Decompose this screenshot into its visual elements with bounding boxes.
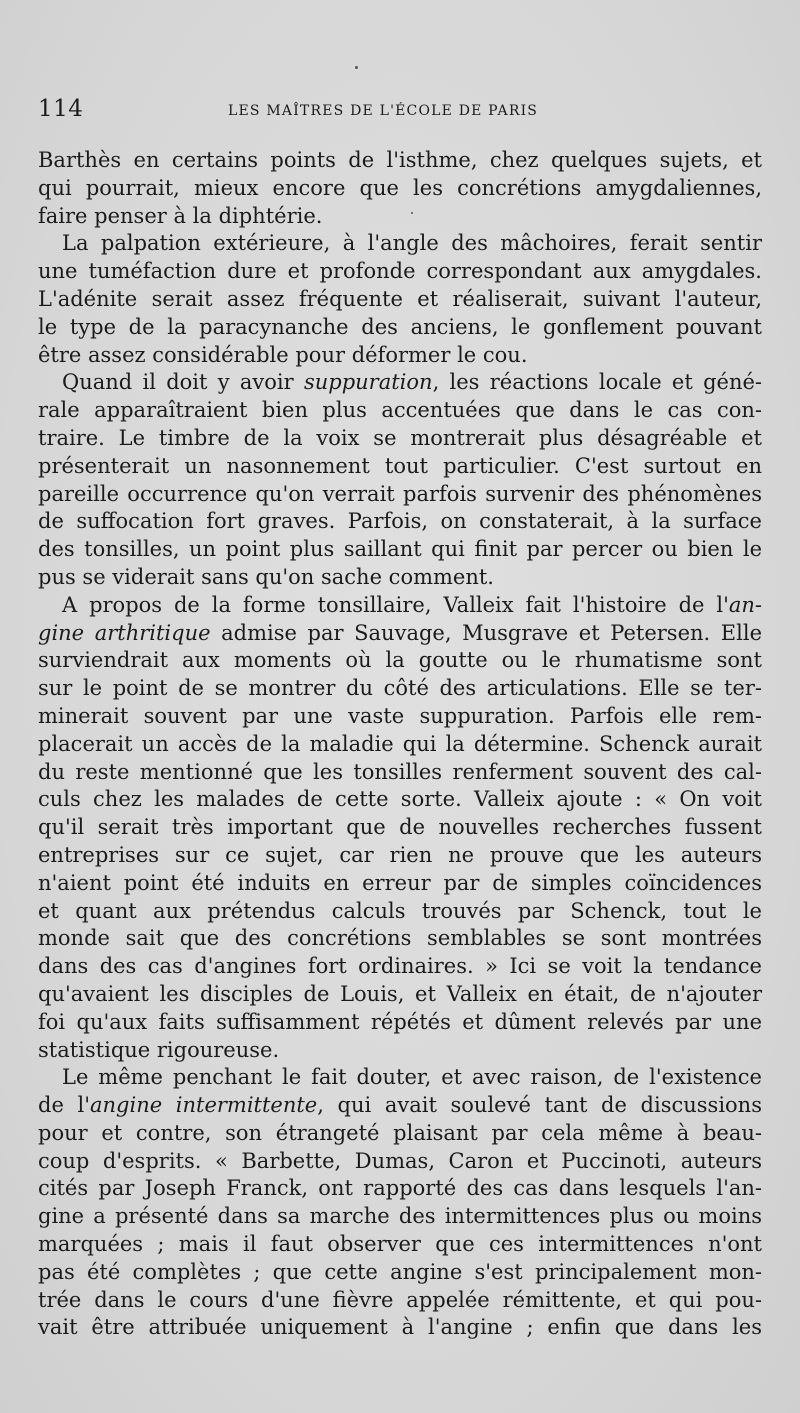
text-line: faire penser à la diphtérie. <box>38 203 323 228</box>
text-line: cités par Joseph Franck, ont rapporté des cas dans lesquels l'an- <box>38 1176 762 1201</box>
text-line: du reste mentionné que les tonsilles renferment souvent des cal- <box>38 759 762 784</box>
text-line: statistique rigoureuse. <box>38 1037 280 1062</box>
text-line: surviendrait aux moments où la goutte ou le rhumatisme sont <box>38 648 762 673</box>
text-line: L'adénite serait assez fréquente et réaliserait, suivant l'auteur, <box>38 286 762 311</box>
text-line: trée dans le cours d'une fièvre appelée rémittente, et qui pou- <box>38 1287 762 1312</box>
text-line: rale apparaîtraient bien plus accentuées que dans le cas con- <box>38 398 762 423</box>
running-head <box>38 96 762 130</box>
text-line: placerait un accès de la maladie qui la détermine. Schenck aurait <box>38 731 762 756</box>
text-run: Quand il doit y avoir <box>62 370 304 395</box>
body-text <box>38 147 762 1342</box>
text-line: qui pourrait, mieux encore que les concrétions amygdaliennes, <box>38 175 762 200</box>
text-run: A propos de la forme tonsillaire, Valleix fait l'histoire de l' <box>62 592 729 617</box>
text-line: minerait souvent par une vaste suppuration. Parfois elle rem- <box>38 703 762 728</box>
text-line: Le même penchant le fait douter, et avec raison, de l'existence <box>62 1065 762 1090</box>
text-line <box>38 369 762 397</box>
text-line: être assez considérable pour déformer le cou. <box>38 342 528 367</box>
text-line: culs chez les malades de cette sorte. Valleix ajoute : « On voit <box>38 787 762 812</box>
text-line: marquées ; mais il faut observer que ces intermittences n'ont <box>38 1232 762 1257</box>
text-line: foi qu'aux faits suffisamment répétés et dûment relevés par une <box>38 1009 762 1034</box>
text-line: La palpation extérieure, à l'angle des mâchoires, ferait sentir <box>62 231 762 256</box>
text-line: vait être attribuée uniquement à l'angine ; enfin que dans les <box>38 1315 762 1340</box>
text-line: pus se viderait sans qu'on sache comment. <box>38 564 494 589</box>
text-line: dans des cas d'angines fort ordinaires. » Ici se voit la tendance <box>38 954 762 979</box>
text-line <box>38 1092 762 1120</box>
text-line: monde sait que des concrétions semblables se sont montrées <box>38 926 762 951</box>
text-run: , les réactions locale et géné- <box>432 370 762 395</box>
text-line: Barthès en certains points de l'isthme, chez quelques sujets, et <box>38 148 762 172</box>
text-line: présenterait un nasonnement tout particulier. C'est surtout en <box>38 453 762 478</box>
text-run: de l' <box>38 1093 90 1118</box>
text-line: le type de la paracynanche des anciens, le gonflement pouvant <box>38 314 762 339</box>
text-line: qu'il serait très important que de nouvelles recherches fussent <box>38 815 762 840</box>
text-line: sur le point de se montrer du côté des articulations. Elle se ter- <box>38 676 762 701</box>
text-line: pas été complètes ; que cette angine s'est principalement mon- <box>38 1259 762 1284</box>
text-line: qu'avaient les disciples de Louis, et Valleix en était, de n'ajouter <box>38 981 762 1006</box>
text-run: , qui avait soulevé tant de discussions <box>317 1093 762 1118</box>
text-line: et quant aux prétendus calculs trouvés par Schenck, tout le <box>38 898 762 923</box>
italic-text: angine intermittente <box>89 1093 318 1118</box>
italic-text: suppuration <box>303 370 433 395</box>
text-line: pareille occurrence qu'on verrait parfois survenir des phénomènes <box>38 481 762 506</box>
text-line <box>38 620 762 648</box>
italic-text: an- <box>728 592 762 617</box>
text-line: traire. Le timbre de la voix se montrerait plus désagréable et <box>38 425 762 450</box>
text-line: gine a présenté dans sa marche des intermittences plus ou moins <box>38 1204 762 1229</box>
text-line <box>38 592 762 620</box>
page-number: 114 <box>38 96 84 122</box>
text-line: des tonsilles, un point plus saillant qui finit par percer ou bien le <box>38 537 762 562</box>
text-line: entreprises sur ce sujet, car rien ne prouve que les auteurs <box>38 842 762 867</box>
text-line: une tuméfaction dure et profonde correspondant aux amygdales. <box>38 259 762 284</box>
text-line: n'aient point été induits en erreur par de simples coïncidences <box>38 870 762 895</box>
text-run: admise par Sauvage, Musgrave et Petersen. Elle <box>210 620 762 645</box>
text-line: pour et contre, son étrangeté plaisant par cela même à beau- <box>38 1120 762 1145</box>
text-line: coup d'esprits. « Barbette, Dumas, Caron et Puccinoti, auteurs <box>38 1148 762 1173</box>
print-speck <box>355 66 358 69</box>
running-title: LES MAÎTRES DE L'ÉCOLE DE PARIS <box>228 103 539 119</box>
text-line: de suffocation fort graves. Parfois, on constaterait, à la surface <box>38 509 762 534</box>
italic-text: gine arthritique <box>38 620 211 645</box>
